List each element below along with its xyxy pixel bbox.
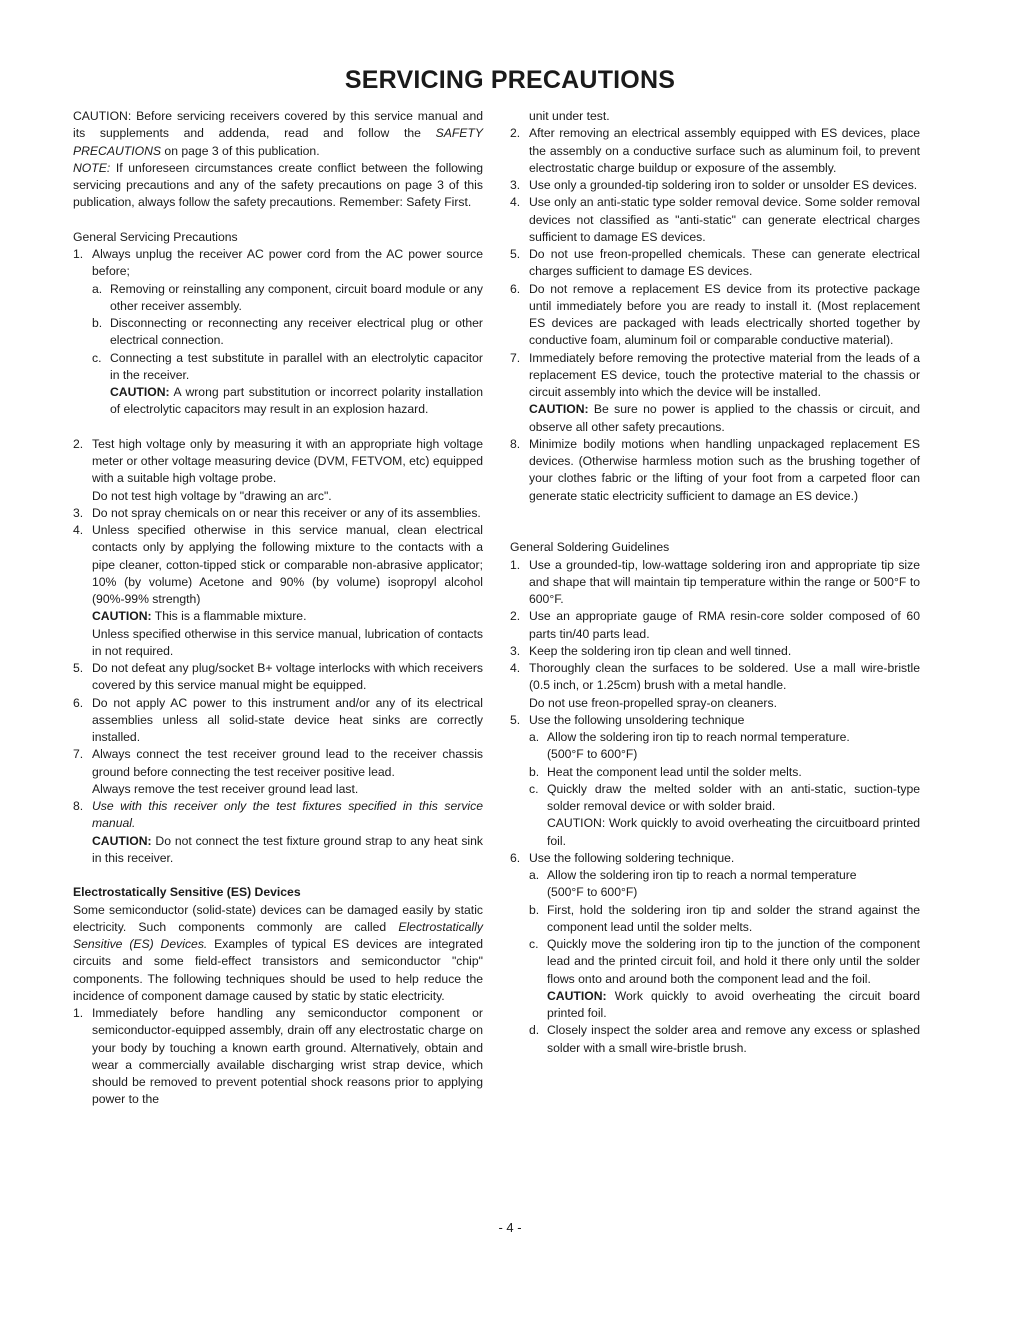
solder-item-6c: c. Quickly move the soldering iron tip to the junction of the component lead and the printed circuit foil, and hold it there only until the solder flows onto and around both the component lead and the foil. bbox=[529, 937, 920, 986]
general-item-1c-caution: CAUTION: A wrong part substitution or incorrect polarity installation of electrolytic capacitors may result in an explosion hazard. bbox=[110, 385, 483, 417]
general-item-4: 4. Unless specified otherwise in this service manual, clean electrical contacts only by applying the following mixture to the contacts with a pipe cleaner, cotton-tipped stick or comparable non-abrasive applicator; 10% (by volume) Acetone and 90% (by volume) isopropyl alcohol (90%-99% strength) bbox=[73, 523, 483, 606]
general-item-7: 7. Always connect the test receiver ground lead to the receiver chassis ground before connecting the test receiver positive lead. bbox=[73, 747, 483, 779]
general-item-8: 8. Use with this receiver only the test fixtures specified in this service manual. bbox=[73, 799, 483, 831]
es-item-7: 7. Immediately before removing the protective material from the leads of a replacement ES device, touch the protective material to the chassis or circuit assembly into which the device will be installed. bbox=[510, 350, 920, 399]
es-intro: Some semiconductor (solid-state) devices can be damaged easily by static electricity. Such components commonly are called Electrostatically Sensitive (ES) Devices. Examples of typical ES devices are integrated circuits and some field-effect transistors and semiconductor "chip" components. The following techniques should be used to help reduce the incidence of component damage caused by static by static electricity. bbox=[73, 902, 483, 1003]
solder-item-6c-caution: CAUTION: Work quickly to avoid overheating the circuit board printed foil. bbox=[547, 988, 920, 1020]
solder-item-6a: a. Allow the soldering iron tip to reach a normal temperature bbox=[529, 868, 857, 882]
solder-item-6d: d. Closely inspect the solder area and remove any excess or splashed solder with a small wire-bristle brush. bbox=[529, 1023, 920, 1055]
general-item-4-caution: CAUTION: This is a flammable mixture. bbox=[92, 609, 307, 624]
left-column bbox=[73, 108, 483, 1109]
solder-item-4-cont: Do not use freon-propelled spray-on cleaners. bbox=[529, 695, 777, 710]
es-item-8: 8. Minimize bodily motions when handling unpackaged replacement ES devices. (Otherwise harmless motion such as the brushing together of your clothes fabric or the lifting of your foot from a carpeted floor can generate static electricity sufficient to damage an ES device.) bbox=[510, 436, 920, 503]
intro-note: NOTE: If unforeseen circumstances create conflict between the following servicing precautions and any of the safety precautions on page 3 of this publication, always follow the safety precautions. Remember: Safety First. bbox=[73, 160, 483, 210]
general-item-3: 3. Do not spray chemicals on or near this receiver or any of its assemblies. bbox=[73, 505, 481, 520]
general-item-1: 1. Always unplug the receiver AC power cord from the AC power source before; bbox=[73, 247, 483, 279]
solder-item-6b: b. First, hold the soldering iron tip and solder the strand against the component lead until the solder melts. bbox=[529, 902, 920, 934]
solder-item-5: 5. Use the following unsoldering technique bbox=[510, 712, 745, 727]
solder-item-5c-caution: CAUTION: Work quickly to avoid overheating the circuitboard printed foil. bbox=[547, 816, 920, 848]
es-item-6: 6. Do not remove a replacement ES device from its protective package until immediately before you are ready to install it. (Most replacement ES devices are packaged with leads electrically shorted together by conductive foam, aluminum foil or comparable conductive material). bbox=[510, 281, 920, 348]
es-item-5: 5. Do not use freon-propelled chemicals. These can generate electrical charges sufficient to damage ES devices. bbox=[510, 247, 920, 279]
solder-item-5c: c. Quickly draw the melted solder with an anti-static, suction-type solder removal device or with solder braid. bbox=[529, 781, 920, 813]
general-servicing-heading: General Servicing Precautions bbox=[73, 229, 238, 244]
general-item-1c: c. Connecting a test substitute in parallel with an electrolytic capacitor in the receiver. bbox=[92, 350, 483, 382]
es-item-3: 3. Use only a grounded-tip soldering iron to solder or unsolder ES devices. bbox=[510, 178, 918, 192]
right-column bbox=[510, 108, 920, 1057]
es-item-4: 4. Use only an anti-static type solder removal device. Some solder removal devices not classified as "anti-static" can generate electrical charges sufficient to damage ES devices. bbox=[510, 195, 920, 244]
solder-item-5b: b. Heat the component lead until the solder melts. bbox=[529, 764, 802, 779]
page-title: SERVICING PRECAUTIONS bbox=[344, 66, 676, 94]
intro-caution: CAUTION: Before servicing receivers covered by this service manual and its supplements and addenda, read and follow the SAFETY PRECAUTIONS on page 3 of this publication. bbox=[73, 109, 483, 158]
general-item-2-cont: Do not test high voltage by "drawing an arc". bbox=[92, 488, 332, 503]
es-item-1-cont: unit under test. bbox=[529, 109, 610, 123]
general-item-7-cont: Always remove the test receiver ground lead last. bbox=[92, 781, 359, 796]
solder-item-1: 1. Use a grounded-tip, low-wattage soldering iron and appropriate tip size and shape that will maintain tip temperature within the range or 500°F to 600°F. bbox=[510, 557, 920, 606]
general-item-6: 6. Do not apply AC power to this instrument and/or any of its electrical assemblies unless all solid-state device heat sinks are correctly installed. bbox=[73, 695, 483, 744]
solder-item-5a-cont: (500°F to 600°F) bbox=[547, 747, 638, 762]
es-item-1: 1. Immediately before handling any semiconductor component or semiconductor-equipped assembly, drain off any electrostatic charge on your body by touching a known earth ground. Alternatively, obtain and wear a commercially available discharging wrist strap device, which should be removed to prevent potential shock reasons prior to applying power to the bbox=[73, 1006, 483, 1107]
solder-item-3: 3. Keep the soldering iron tip clean and well tinned. bbox=[510, 643, 792, 658]
solder-item-4: 4. Thoroughly clean the surfaces to be soldered. Use a mall wire-bristle (0.5 inch, or 1.25cm) brush with a metal handle. bbox=[510, 661, 920, 693]
page-number: - 4 - bbox=[498, 1220, 522, 1235]
soldering-heading: General Soldering Guidelines bbox=[510, 540, 670, 555]
general-item-4-cont: Unless specified otherwise in this service manual, lubrication of contacts in not required. bbox=[92, 626, 483, 658]
es-item-2: 2. After removing an electrical assembly equipped with ES devices, place the assembly on a conductive surface such as aluminum foil, to prevent electrostatic charge buildup or exposure of the assembly. bbox=[510, 126, 920, 175]
es-devices-heading: Electrostatically Sensitive (ES) Devices bbox=[73, 885, 301, 900]
general-item-2: 2. Test high voltage only by measuring it with an appropriate high voltage meter or other voltage measuring device (DVM, FETVOM, etc) equipped with a suitable high voltage probe. bbox=[73, 436, 483, 486]
general-item-8-caution: CAUTION: Do not connect the test fixture ground strap to any heat sink in this receiver. bbox=[92, 833, 483, 865]
general-item-1b: b. Disconnecting or reconnecting any receiver electrical plug or other electrical connection. bbox=[92, 316, 483, 348]
solder-item-5a: a. Allow the soldering iron tip to reach normal temperature. bbox=[529, 730, 850, 744]
solder-item-2: 2. Use an appropriate gauge of RMA resin-core solder composed of 60 parts tin/40 parts lead. bbox=[510, 609, 920, 641]
solder-item-6: 6. Use the following soldering technique. bbox=[510, 850, 735, 865]
es-item-7-caution: CAUTION: Be sure no power is applied to the chassis or circuit, and observe all other safety precautions. bbox=[529, 402, 920, 434]
solder-item-6a-cont: (500°F to 600°F) bbox=[547, 885, 638, 900]
general-item-5: 5. Do not defeat any plug/socket B+ voltage interlocks with which receivers covered by this service manual might be equipped. bbox=[73, 661, 483, 693]
general-item-1a: a. Removing or reinstalling any component, circuit board module or any other receiver assembly. bbox=[92, 281, 483, 313]
